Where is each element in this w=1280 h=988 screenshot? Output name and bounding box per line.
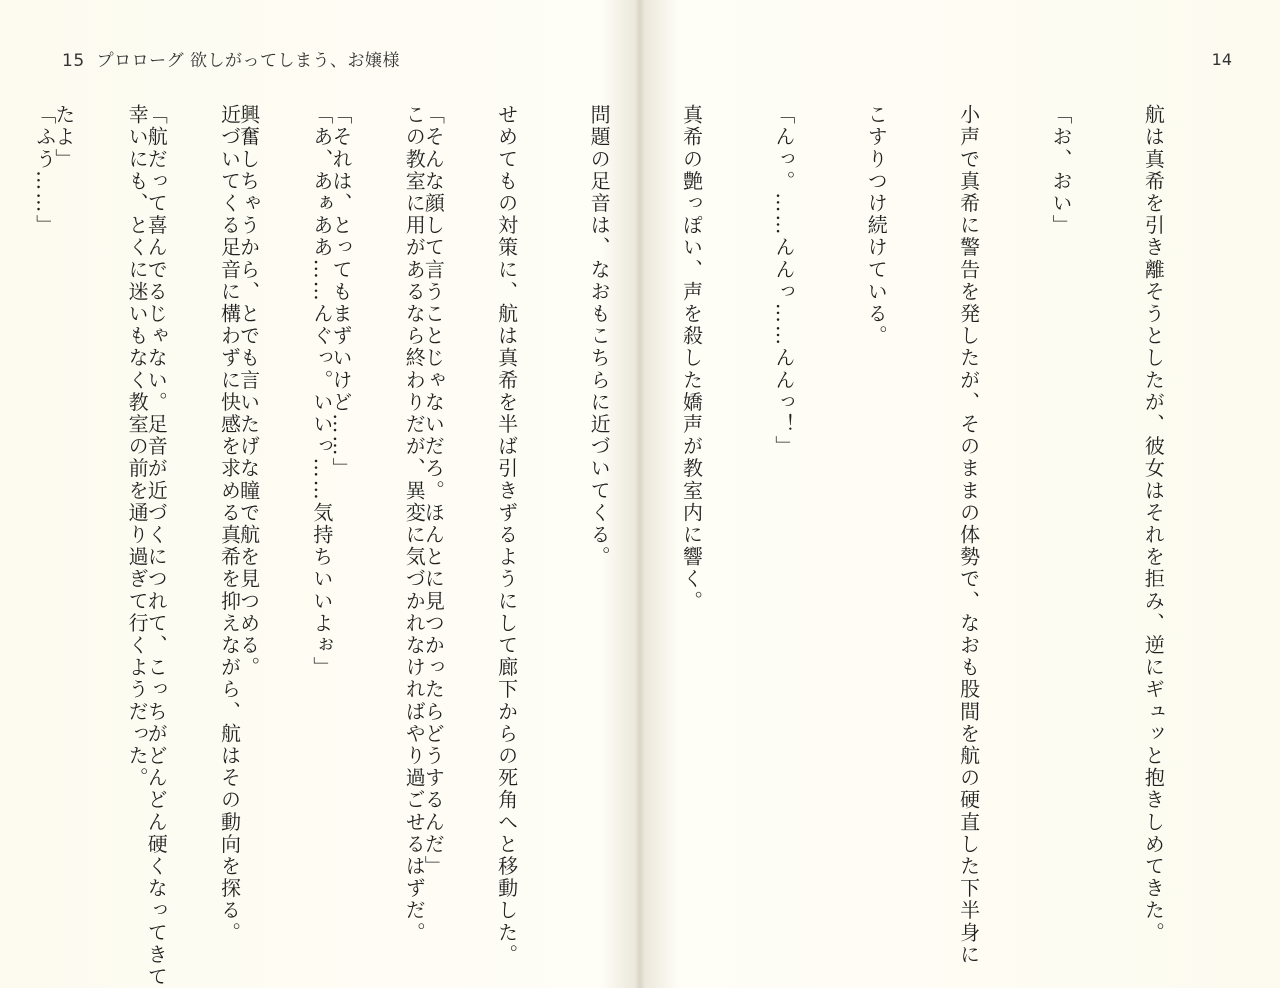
text-line: 「お、おい」 [1049,104,1074,237]
text-line: 「ふう……」 [32,104,57,237]
running-head: プロローグ 欲しがってしまう、お嬢様 [96,51,401,71]
text-line: せめてもの対策に、航は真希を半ば引きずるようにして廊下からの死角へと移動した。 [494,104,519,966]
page-number: 14 [1211,50,1232,69]
page-header [62,46,400,71]
text-line: 「そんな顔して言うことじゃないだろ。ほんとに見つかったらどうするんだ」 [421,104,446,878]
text-line: 問題の足音は、なおもこちらに近づいてくる。 [587,104,612,569]
text-line: 真希の艶っぽい、声を殺した嬌声が教室内に響く。 [679,104,704,613]
text-line: 「んっ。……んんっ……んんっ！」 [771,104,796,458]
text-line: 小声で真希に警告を発したが、そのままの体勢で、なおも股間を航の硬直した下半身に [956,104,981,966]
page-number: 15 [62,51,85,71]
text-line: 「航だって喜んでるじゃない。足音が近づくにつれて、こっちがどんどん硬くなってきて [144,104,169,988]
text-line: 幸いにも、とくに迷いもなく教室の前を通り過ぎて行くようだった。 [125,104,150,790]
text-line: 「それは、とってもまずいけど……」 [329,104,354,480]
text-line: こすりつけ続けている。 [864,104,889,348]
text-line: 興奮しちゃうから、とでも言いたげな瞳で航を見つめる。 [236,104,261,679]
text-line: 「あ、あぁああ……んぐっ。いいっ……気持ちいいよぉ」 [309,104,334,679]
text-line: この教室に用があるなら終わりだが、異変に気づかれなければやり過ごせるはずだ。 [402,104,427,944]
text-line: 航は真希を引き離そうとしたが、彼女はそれを拒み、逆にギュッと抱きしめてきた。 [1141,104,1166,944]
text-line: 近づいてくる足音に構わずに快感を求める真希を抑えながら、航はその動向を探る。 [217,104,242,944]
text-line: たよ」 [51,104,76,171]
